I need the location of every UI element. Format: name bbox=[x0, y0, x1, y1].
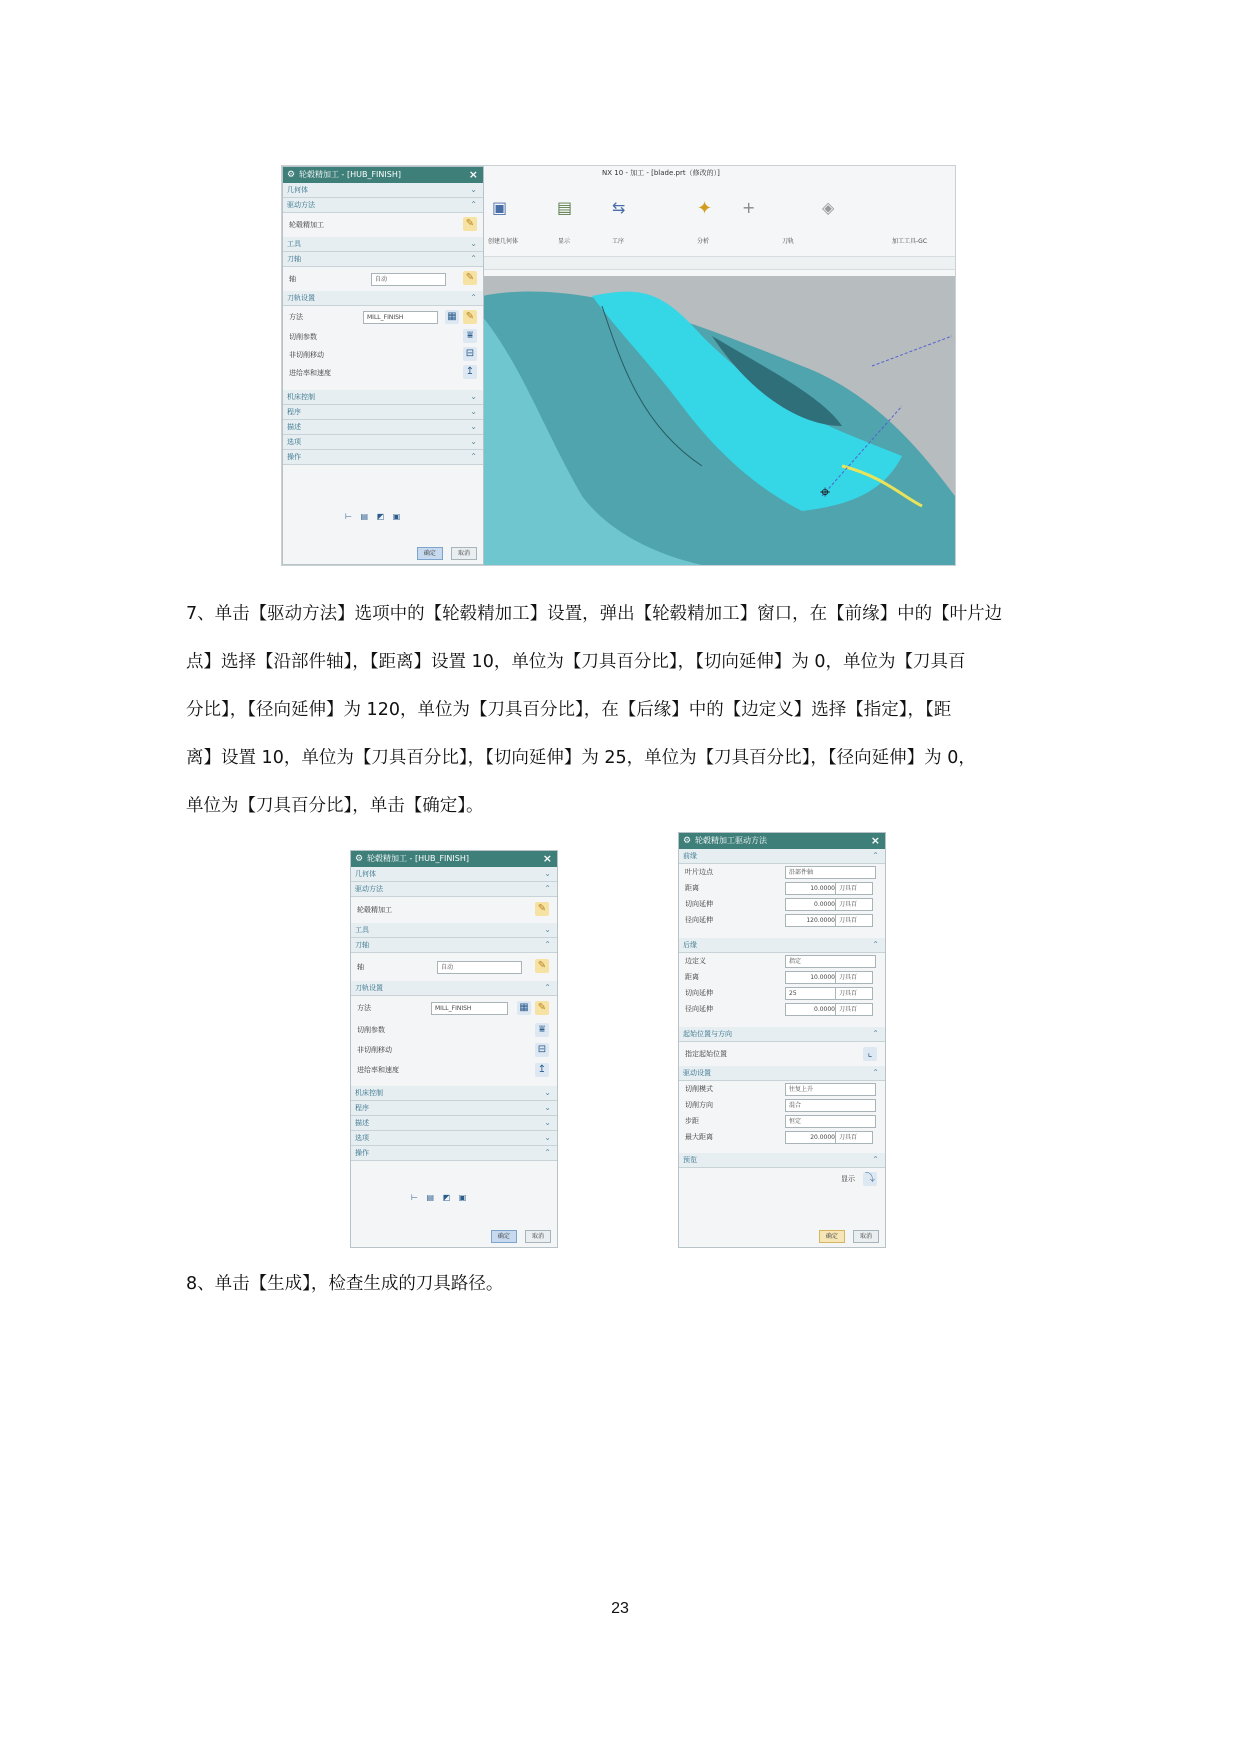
cursor-crosshair-icon: ⌖ bbox=[820, 482, 831, 503]
te-edge-def-select[interactable]: 指定 bbox=[785, 955, 876, 968]
chevron-up-icon: ⌃ bbox=[470, 293, 477, 302]
cancel-button[interactable]: 取消 bbox=[853, 1230, 879, 1243]
action-icons[interactable]: ⊢ ▤ ◩ ▣ bbox=[345, 512, 404, 521]
ribbon-label: 分析 bbox=[697, 238, 710, 245]
chevron-up-icon: ⌃ bbox=[544, 940, 551, 949]
method-row bbox=[283, 306, 483, 328]
chevron-up-icon: ⌃ bbox=[872, 1155, 879, 1164]
feeds-speeds-row[interactable]: 进给率和速度 ↥ bbox=[283, 364, 483, 382]
te-edge-def-row: 边定义 指定 bbox=[679, 953, 885, 969]
paragraph-line: 离】设置 10，单位为【刀具百分比】，【切向延伸】为 25，单位为【刀具百分比】，【径向延伸】为 0， bbox=[186, 748, 976, 768]
selection-toolbar bbox=[482, 256, 955, 270]
chevron-down-icon: ⌄ bbox=[470, 392, 477, 401]
section-drive-method[interactable]: 驱动方法 ⌃ bbox=[351, 882, 557, 897]
gear-icon: ⚙ bbox=[287, 170, 296, 180]
start-position-row: 指定起始位置 ⌞ bbox=[679, 1042, 885, 1066]
ribbon-label: 创建几何体 bbox=[488, 238, 519, 245]
te-distance-input[interactable]: 10.0000 bbox=[785, 971, 838, 984]
le-radial-row: 径向延伸 120.0000 刀具百 bbox=[679, 912, 885, 928]
le-tangent-unit[interactable]: 刀具百 bbox=[835, 898, 873, 911]
wrench-icon[interactable]: ✎ bbox=[463, 271, 477, 285]
section-machine-control[interactable]: 机床控制 ⌄ bbox=[351, 1086, 557, 1101]
max-distance-input[interactable]: 20.0000 bbox=[785, 1131, 838, 1144]
axis-row bbox=[283, 267, 483, 291]
non-cut-moves-icon[interactable]: ⊟ bbox=[535, 1043, 549, 1057]
chevron-down-icon: ⌄ bbox=[470, 422, 477, 431]
section-start-position[interactable]: 起始位置与方向 ⌃ bbox=[679, 1027, 885, 1042]
te-tangent-unit[interactable]: 刀具百 bbox=[835, 987, 873, 1000]
te-distance-row: 距离 10.0000 刀具百 bbox=[679, 969, 885, 985]
dialog-title-bar bbox=[283, 167, 483, 183]
te-tangent-input[interactable]: 25 bbox=[785, 987, 836, 1000]
max-distance-row: 最大距离 20.0000 刀具百 bbox=[679, 1129, 885, 1145]
le-distance-row: 距离 10.0000 刀具百 bbox=[679, 880, 885, 896]
close-icon[interactable]: × bbox=[468, 168, 478, 181]
section-description[interactable]: 描述 ⌄ bbox=[283, 420, 483, 435]
paragraph-line: 单位为【刀具百分比】，单击【确定】。 bbox=[186, 796, 484, 816]
le-radial-unit[interactable]: 刀具百 bbox=[835, 914, 873, 927]
cut-direction-row: 切削方向 混合 bbox=[679, 1097, 885, 1113]
cancel-button[interactable]: 取消 bbox=[525, 1230, 551, 1243]
section-program[interactable]: 程序 ⌄ bbox=[351, 1101, 557, 1116]
preview-row bbox=[679, 1168, 885, 1190]
wrench-icon[interactable]: ✎ bbox=[535, 1001, 549, 1015]
dialog-title: 轮毂精加工驱动方法 bbox=[695, 836, 767, 845]
display-icon[interactable]: ▤ bbox=[557, 198, 573, 217]
section-leading-edge[interactable]: 前缘 ⌃ bbox=[679, 849, 885, 864]
nx-screenshot-top bbox=[281, 165, 956, 566]
toolpath-icon[interactable]: + bbox=[742, 198, 756, 217]
max-distance-unit[interactable]: 刀具百 bbox=[835, 1131, 873, 1144]
paragraph-line: 分比】，【径向延伸】为 120，单位为【刀具百分比】，在【后缘】中的【边定义】选择【指定】，【距 bbox=[186, 700, 952, 720]
section-geometry[interactable]: 几何体 ⌄ bbox=[351, 867, 557, 882]
cut-params-row[interactable]: 切削参数 ⩸ bbox=[283, 328, 483, 346]
ribbon-label: 工序 bbox=[612, 238, 625, 245]
paragraph-step-8 bbox=[186, 1260, 1066, 1308]
method-select[interactable]: MILL_FINISH bbox=[431, 1002, 508, 1015]
show-preview-icon[interactable]: ⤵ bbox=[865, 1173, 875, 1184]
stepover-row: 步距 恒定 bbox=[679, 1113, 885, 1129]
paragraph-line: 8、单击【生成】，检查生成的刀具路径。 bbox=[186, 1274, 504, 1294]
chevron-down-icon: ⌄ bbox=[470, 239, 477, 248]
hub-finish-dialog bbox=[282, 166, 484, 565]
cut-params-icon[interactable]: ⩸ bbox=[463, 329, 477, 343]
dialog-buttons bbox=[414, 540, 477, 560]
axis-row bbox=[351, 953, 557, 981]
chevron-down-icon: ⌄ bbox=[470, 437, 477, 446]
le-distance-input[interactable]: 10.0000 bbox=[785, 882, 838, 895]
feeds-speeds-icon[interactable]: ↥ bbox=[463, 365, 477, 379]
axis-select[interactable]: 自动 bbox=[437, 961, 522, 974]
paragraph-line: 点】选择【沿部件轴】，【距离】设置 10，单位为【刀具百分比】，【切向延伸】为 0，单位为【刀具百 bbox=[186, 652, 966, 672]
drive-method-value: 轮毂精加工 bbox=[357, 906, 392, 914]
chevron-up-icon: ⌃ bbox=[872, 851, 879, 860]
non-cut-moves-row[interactable]: 非切削移动 ⊟ bbox=[283, 346, 483, 364]
section-drive-settings[interactable]: 驱动设置 ⌃ bbox=[679, 1066, 885, 1081]
dialog-buttons bbox=[816, 1223, 879, 1243]
section-tool-axis[interactable]: 刀轴 ⌃ bbox=[283, 252, 483, 267]
method-label: 方法 bbox=[357, 1004, 371, 1012]
gear-icon: ⚙ bbox=[355, 854, 364, 864]
le-radial-input[interactable]: 120.0000 bbox=[785, 914, 838, 927]
chevron-down-icon: ⌄ bbox=[544, 925, 551, 934]
chevron-down-icon: ⌄ bbox=[544, 1103, 551, 1112]
cut-pattern-row: 切削模式 往复上升 bbox=[679, 1081, 885, 1097]
nx-window-title: NX 10 - 加工 - [blade.prt（修改的）] bbox=[602, 169, 720, 177]
analysis-icon[interactable]: ✦ bbox=[697, 198, 713, 219]
section-program[interactable]: 程序 ⌄ bbox=[283, 405, 483, 420]
feeds-speeds-icon[interactable]: ↥ bbox=[535, 1063, 549, 1077]
ok-button[interactable]: 确定 bbox=[417, 547, 443, 560]
drive-method-row bbox=[351, 897, 557, 923]
wrench-icon[interactable]: ✎ bbox=[463, 310, 477, 324]
drive-method-row bbox=[283, 213, 483, 237]
wrench-icon[interactable]: ✎ bbox=[535, 902, 549, 916]
chevron-up-icon: ⌃ bbox=[544, 884, 551, 893]
cut-direction-select[interactable]: 混合 bbox=[785, 1099, 876, 1112]
chevron-down-icon: ⌄ bbox=[544, 1118, 551, 1127]
operation-icon[interactable]: ⇆ bbox=[612, 198, 626, 217]
te-radial-input[interactable]: 0.0000 bbox=[785, 1003, 838, 1016]
drive-method-value: 轮毂精加工 bbox=[289, 221, 324, 229]
chevron-up-icon: ⌃ bbox=[872, 1068, 879, 1077]
le-blade-edge-row: 叶片边点 沿部件轴 bbox=[679, 864, 885, 880]
non-cut-moves-icon[interactable]: ⊟ bbox=[463, 347, 477, 361]
method-row bbox=[351, 996, 557, 1020]
chevron-down-icon: ⌄ bbox=[544, 1088, 551, 1097]
chevron-up-icon: ⌃ bbox=[544, 1148, 551, 1157]
cut-params-row[interactable]: 切削参数 ⩸ bbox=[351, 1020, 557, 1040]
close-icon[interactable]: × bbox=[870, 834, 880, 847]
section-machine-control[interactable]: 机床控制 ⌄ bbox=[283, 390, 483, 405]
chevron-up-icon: ⌃ bbox=[470, 254, 477, 263]
close-icon[interactable]: × bbox=[542, 852, 552, 865]
le-distance-unit[interactable]: 刀具百 bbox=[835, 882, 873, 895]
ribbon-label: 刀轨 bbox=[782, 238, 795, 245]
dialog-title: 轮毂精加工 - [HUB_FINISH] bbox=[299, 170, 401, 179]
le-tangent-row: 切向延伸 0.0000 刀具百 bbox=[679, 896, 885, 912]
dialog-title-bar bbox=[679, 833, 885, 849]
hub-finish-dialog-2 bbox=[350, 850, 558, 1248]
section-drive-method[interactable]: 驱动方法 ⌃ bbox=[283, 198, 483, 213]
section-options[interactable]: 选项 ⌄ bbox=[351, 1131, 557, 1146]
chevron-down-icon: ⌄ bbox=[470, 407, 477, 416]
method-label: 方法 bbox=[289, 313, 303, 321]
action-icons[interactable]: ⊢ ▤ ◩ ▣ bbox=[411, 1193, 470, 1202]
section-path-settings[interactable]: 刀轨设置 ⌃ bbox=[283, 291, 483, 306]
le-blade-edge-select[interactable]: 沿部件轴 bbox=[785, 866, 876, 879]
show-label: 显示 bbox=[841, 1175, 855, 1183]
ribbon bbox=[482, 184, 955, 254]
section-geometry[interactable]: 几何体 ⌄ bbox=[283, 183, 483, 198]
page-number: 23 bbox=[611, 1600, 629, 1617]
specify-start-icon[interactable]: ⌞ bbox=[863, 1047, 877, 1061]
method-create-icon[interactable]: ▦ bbox=[445, 310, 459, 324]
cube-icon[interactable]: ◈ bbox=[822, 198, 835, 217]
wrench-icon[interactable]: ✎ bbox=[535, 959, 549, 973]
paragraph-step-7 bbox=[186, 590, 1066, 830]
dialog-title-bar bbox=[351, 851, 557, 867]
cancel-button[interactable]: 取消 bbox=[451, 547, 477, 560]
ok-button[interactable]: 确定 bbox=[819, 1230, 845, 1243]
axis-label: 轴 bbox=[289, 275, 296, 283]
method-select[interactable]: MILL_FINISH bbox=[363, 311, 438, 324]
method-create-icon[interactable]: ▦ bbox=[517, 1001, 531, 1015]
cut-params-icon[interactable]: ⩸ bbox=[535, 1023, 549, 1037]
cut-pattern-select[interactable]: 往复上升 bbox=[785, 1083, 876, 1096]
dialog-buttons bbox=[488, 1223, 551, 1243]
ribbon-label: 显示 bbox=[558, 238, 571, 245]
section-tool[interactable]: 工具 ⌄ bbox=[351, 923, 557, 938]
wrench-icon[interactable]: ✎ bbox=[463, 217, 477, 231]
chevron-down-icon: ⌄ bbox=[470, 185, 477, 194]
create-geometry-icon[interactable]: ▣ bbox=[492, 198, 508, 217]
section-description[interactable]: 描述 ⌄ bbox=[351, 1116, 557, 1131]
chevron-up-icon: ⌃ bbox=[872, 940, 879, 949]
te-radial-row: 径向延伸 0.0000 刀具百 bbox=[679, 1001, 885, 1017]
section-trailing-edge[interactable]: 后缘 ⌃ bbox=[679, 938, 885, 953]
section-tool-axis[interactable]: 刀轴 ⌃ bbox=[351, 938, 557, 953]
hub-finish-drive-dialog bbox=[678, 832, 886, 1248]
section-options[interactable]: 选项 ⌄ bbox=[283, 435, 483, 450]
section-tool[interactable]: 工具 ⌄ bbox=[283, 237, 483, 252]
chevron-up-icon: ⌃ bbox=[544, 983, 551, 992]
section-path-settings[interactable]: 刀轨设置 ⌃ bbox=[351, 981, 557, 996]
section-actions[interactable]: 操作 ⌃ bbox=[351, 1146, 557, 1161]
chevron-down-icon: ⌄ bbox=[544, 869, 551, 878]
chevron-up-icon: ⌃ bbox=[470, 200, 477, 209]
stepover-select[interactable]: 恒定 bbox=[785, 1115, 876, 1128]
ok-button[interactable]: 确定 bbox=[491, 1230, 517, 1243]
ribbon-label: 加工工具-GC bbox=[892, 238, 928, 245]
dialog-title: 轮毂精加工 - [HUB_FINISH] bbox=[367, 854, 469, 863]
gear-icon: ⚙ bbox=[683, 836, 692, 846]
axis-label: 轴 bbox=[357, 963, 364, 971]
feeds-speeds-row[interactable]: 进给率和速度 ↥ bbox=[351, 1060, 557, 1080]
non-cut-moves-row[interactable]: 非切削移动 ⊟ bbox=[351, 1040, 557, 1060]
te-radial-unit[interactable]: 刀具百 bbox=[835, 1003, 873, 1016]
paragraph-line: 7、单击【驱动方法】选项中的【轮毂精加工】设置，弹出【轮毂精加工】窗口，在【前缘】中的【叶片边 bbox=[186, 604, 1003, 624]
chevron-up-icon: ⌃ bbox=[470, 452, 477, 461]
chevron-down-icon: ⌄ bbox=[544, 1133, 551, 1142]
section-preview[interactable]: 预览 ⌃ bbox=[679, 1153, 885, 1168]
le-tangent-input[interactable]: 0.0000 bbox=[785, 898, 838, 911]
section-actions[interactable]: 操作 ⌃ bbox=[283, 450, 483, 465]
te-distance-unit[interactable]: 刀具百 bbox=[835, 971, 873, 984]
axis-select[interactable]: 自动 bbox=[371, 273, 446, 286]
te-tangent-row: 切向延伸 25 刀具百 bbox=[679, 985, 885, 1001]
chevron-up-icon: ⌃ bbox=[872, 1029, 879, 1038]
